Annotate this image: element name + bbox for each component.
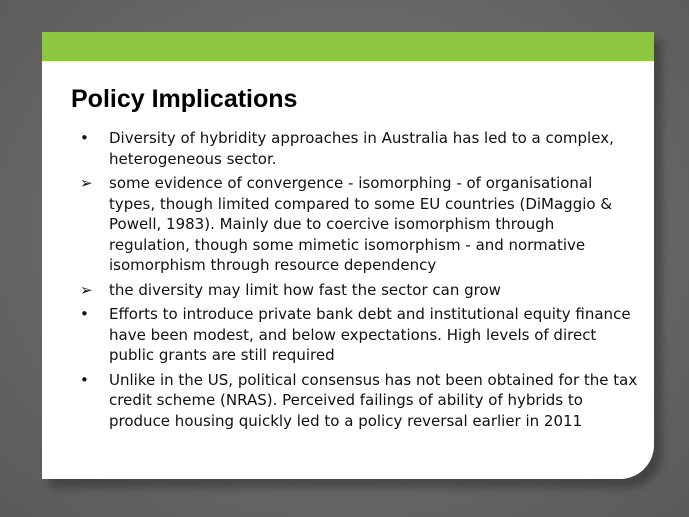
bullet-item [80, 280, 640, 301]
bullet-list [80, 128, 640, 435]
arrowhead-bullet-icon: ➢ [80, 174, 93, 192]
bullet-text: some evidence of convergence - isomorphing - of organisational types, though limited compared to some EU countries (DiMaggio & Powell, 1983). Mainly due to coercive isomorphism through regulation, though some mimetic isomorphism - and normative isomorphism through resource dependency [109, 174, 613, 274]
slide-title: Policy Implications [71, 85, 298, 113]
bullet-text: Efforts to introduce private bank debt and institutional equity finance have been modest, and below expectations. High levels of direct public grants are still required [109, 305, 631, 364]
round-bullet-icon: • [80, 370, 89, 389]
slide-card [42, 32, 654, 479]
bullet-item [80, 128, 640, 169]
accent-header-bar [42, 32, 654, 61]
bullet-text: Unlike in the US, political consensus has not been obtained for the tax credit scheme (NRAS). Perceived failings of ability of hybrids to produce housing quickly led to a policy reversal earlier in 2011 [109, 370, 638, 430]
bullet-item [80, 370, 640, 432]
round-bullet-icon: • [80, 129, 89, 147]
bullet-item [80, 304, 640, 366]
bullet-text: Diversity of hybridity approaches in Australia has led to a complex, heterogeneous sector. [109, 129, 614, 168]
round-bullet-icon: • [80, 305, 89, 323]
arrowhead-bullet-icon: ➢ [80, 280, 93, 299]
bullet-text: the diversity may limit how fast the sector can grow [109, 280, 501, 299]
bullet-item [80, 173, 640, 276]
